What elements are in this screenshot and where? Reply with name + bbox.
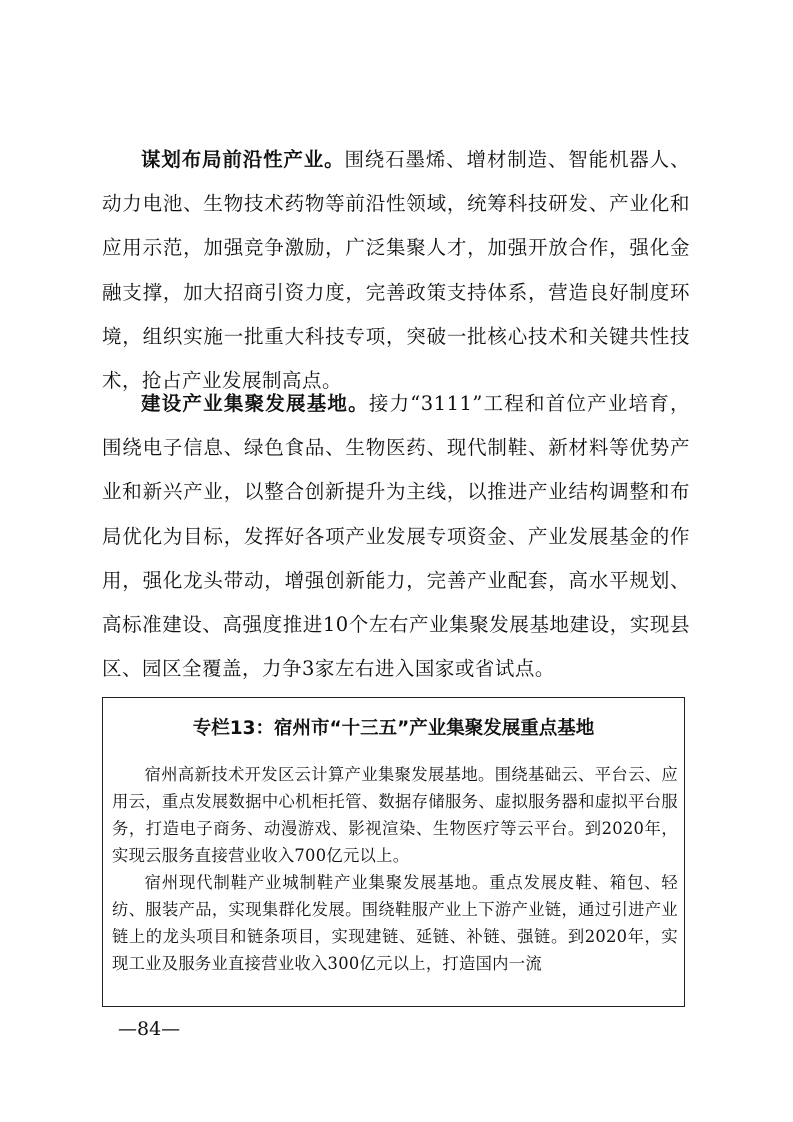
column-box-title: 专栏13：宿州市“十三五”产业集聚发展重点基地 — [192, 718, 595, 739]
column-box — [102, 697, 685, 1007]
column-box-body — [112, 761, 678, 977]
column-box-paragraph: 宿州现代制鞋产业城制鞋产业集聚发展基地。重点发展皮鞋、箱包、轻纺、服装产品，实现集群化发展。围绕鞋服产业上下游产业链，通过引进产业链上的龙头项目和链条项目，实现建链、延链、补链、强链。到2020年，实现工业及服务业直接营业收入300亿元以上，打造国内一流 — [112, 873, 678, 973]
paragraph-heading: 谋划布局前沿性产业。 — [141, 148, 345, 171]
paragraph-text: 围绕石墨烯、增材制造、智能机器人、动力电池、生物技术药物等前沿性领域，统筹科技研发、产业化和应用示范，加强竞争激励，广泛集聚人才，加强开放合作，强化金融支撑，加大招商引资力度，完善政策支持体系，营造良好制度环境，组织实施一批重大科技专项，突破一批核心技术和关键共性技术，抢占产业发展制高点。 — [102, 148, 690, 393]
body-paragraph — [102, 138, 690, 403]
paragraph-heading: 建设产业集聚发展基地。 — [141, 392, 369, 415]
paragraph-text: 接力“3111”工程和首位产业培育，围绕电子信息、绿色食品、生物医药、现代制鞋、新材料等优势产业和新兴产业，以整合创新提升为主线，以推进产业结构调整和布局优化为目标，发挥好各项产业发展专项资金、产业发展基金的作用，强化龙头带动，增强创新能力，完善产业配套，高水平规划、高标准建设、高强度推进10个左右产业集聚发展基地建设，实现县区、园区全覆盖，力争3家左右进入国家或省试点。 — [102, 392, 690, 681]
body-paragraph — [102, 382, 690, 691]
column-box-paragraph: 宿州高新技术开发区云计算产业集聚发展基地。围绕基础云、平台云、应用云，重点发展数据中心机柜托管、数据存储服务、虚拟服务器和虚拟平台服务，打造电子商务、动漫游戏、影视渲染、生物医疗等云平台。到2020年，实现云服务直接营业收入700亿元以上。 — [112, 765, 678, 865]
page-number: —84— — [118, 1018, 181, 1040]
